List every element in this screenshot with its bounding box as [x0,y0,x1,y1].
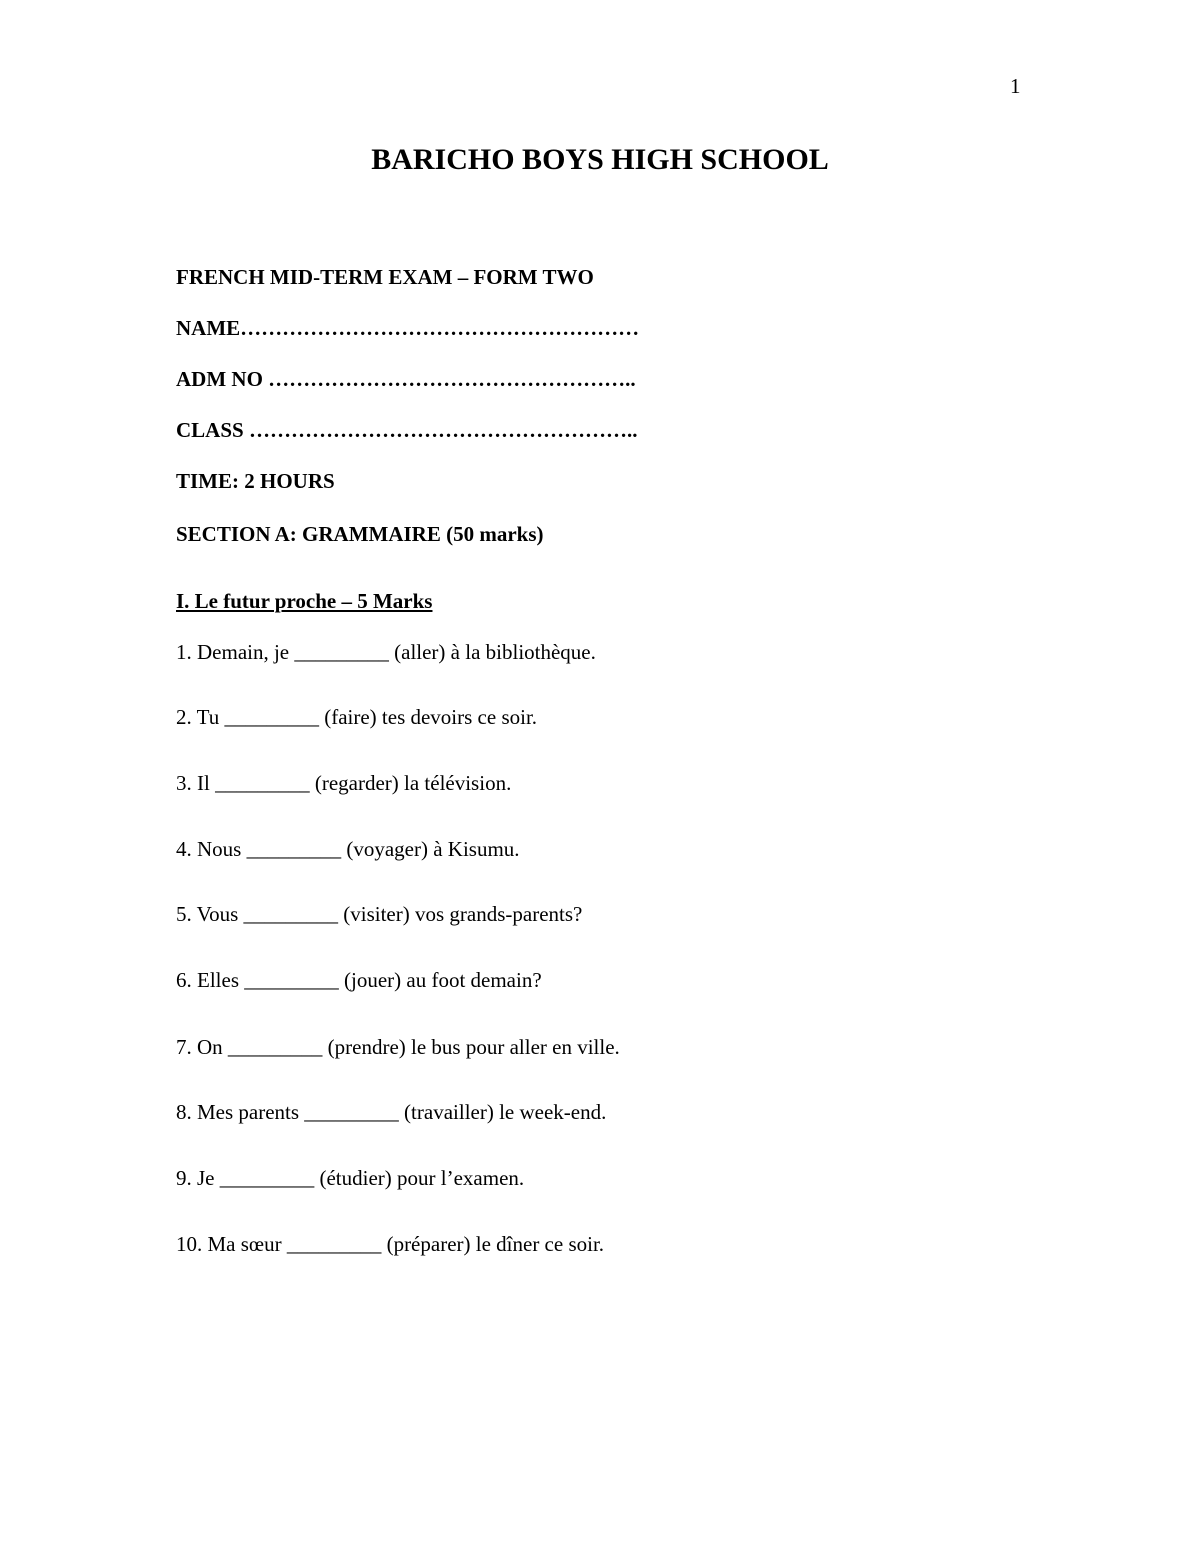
school-title: BARICHO BOYS HIGH SCHOOL [371,143,829,176]
adm-no-field: ADM NO …………………………………………….. [176,367,636,391]
name-field: NAME………………………………………………… [176,316,640,340]
question-item: 9. Je _________ (étudier) pour l’examen. [176,1166,525,1190]
question-item: 5. Vous _________ (visiter) vos grands-parents? [176,902,583,926]
class-field: CLASS ……………………………………………….. [176,418,638,442]
question-item: 7. On _________ (prendre) le bus pour aller en ville. [176,1035,620,1059]
exam-title: FRENCH MID-TERM EXAM – FORM TWO [176,265,594,289]
question-item: 4. Nous _________ (voyager) à Kisumu. [176,837,520,861]
question-item: 6. Elles _________ (jouer) au foot demain? [176,968,542,992]
part-heading-futur-proche: I. Le futur proche – 5 Marks [176,589,433,613]
question-item: 2. Tu _________ (faire) tes devoirs ce soir. [176,705,538,729]
question-item: 10. Ma sœur _________ (préparer) le dîner ce soir. [176,1232,605,1256]
page-number: 1 [1010,74,1021,98]
question-item: 1. Demain, je _________ (aller) à la bibliothèque. [176,640,596,664]
question-item: 8. Mes parents _________ (travailler) le week-end. [176,1100,607,1124]
time-line: TIME: 2 HOURS [176,469,335,493]
question-item: 3. Il _________ (regarder) la télévision. [176,771,512,795]
section-heading: SECTION A: GRAMMAIRE (50 marks) [176,522,544,546]
